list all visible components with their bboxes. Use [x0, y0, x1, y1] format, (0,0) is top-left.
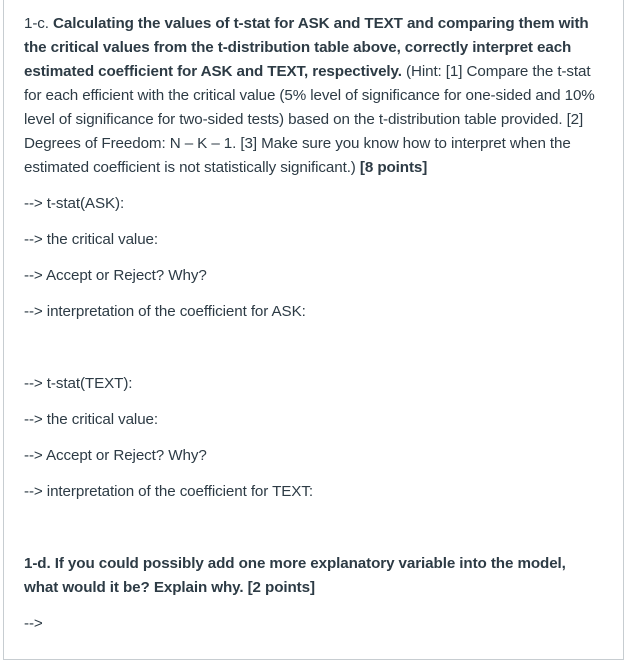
question-1d: 1-d. If you could possibly add one more explanatory variable into the model, what would it be? Explain why. [2 points]: [24, 555, 566, 596]
question-content: [24, 12, 604, 636]
answer-interpretation-ask[interactable]: --> interpretation of the coefficient for ASK:: [24, 303, 306, 320]
answer-critical-value-ask[interactable]: --> the critical value:: [24, 231, 159, 248]
answer-decision-text[interactable]: --> Accept or Reject? Why?: [24, 447, 207, 464]
answer-interpretation-text[interactable]: --> interpretation of the coefficient for TEXT:: [24, 483, 313, 500]
question-1c: [24, 12, 604, 180]
question-1c-points: [8 points]: [359, 159, 428, 176]
question-panel: [3, 0, 624, 660]
question-1c-hint: (Hint: [1] Compare the t-stat for each efficient with the critical value (5% level of significance for one-sided and 10% level of significance for two-sided tests) based on the t-distribution table provided. [2] Degrees of Freedom: N – K – 1. [3] Make sure you know how to interpret when the estimated coefficient is not statistically significant.): [24, 63, 595, 176]
answer-tstat-ask[interactable]: --> t-stat(ASK):: [24, 195, 125, 212]
answer-decision-ask[interactable]: --> Accept or Reject? Why?: [24, 267, 207, 284]
answer-critical-value-text[interactable]: --> the critical value:: [24, 411, 159, 428]
answer-1d[interactable]: -->: [24, 615, 43, 632]
question-1c-label: 1-c.: [24, 15, 54, 32]
question-1c-bold-text: Calculating the values of t-stat for ASK and TEXT and comparing them with the critical values from the t-distribution table above, correctly interpret each estimated coefficient for ASK and TEXT, respectively.: [24, 15, 589, 80]
answer-tstat-text[interactable]: --> t-stat(TEXT):: [24, 375, 133, 392]
